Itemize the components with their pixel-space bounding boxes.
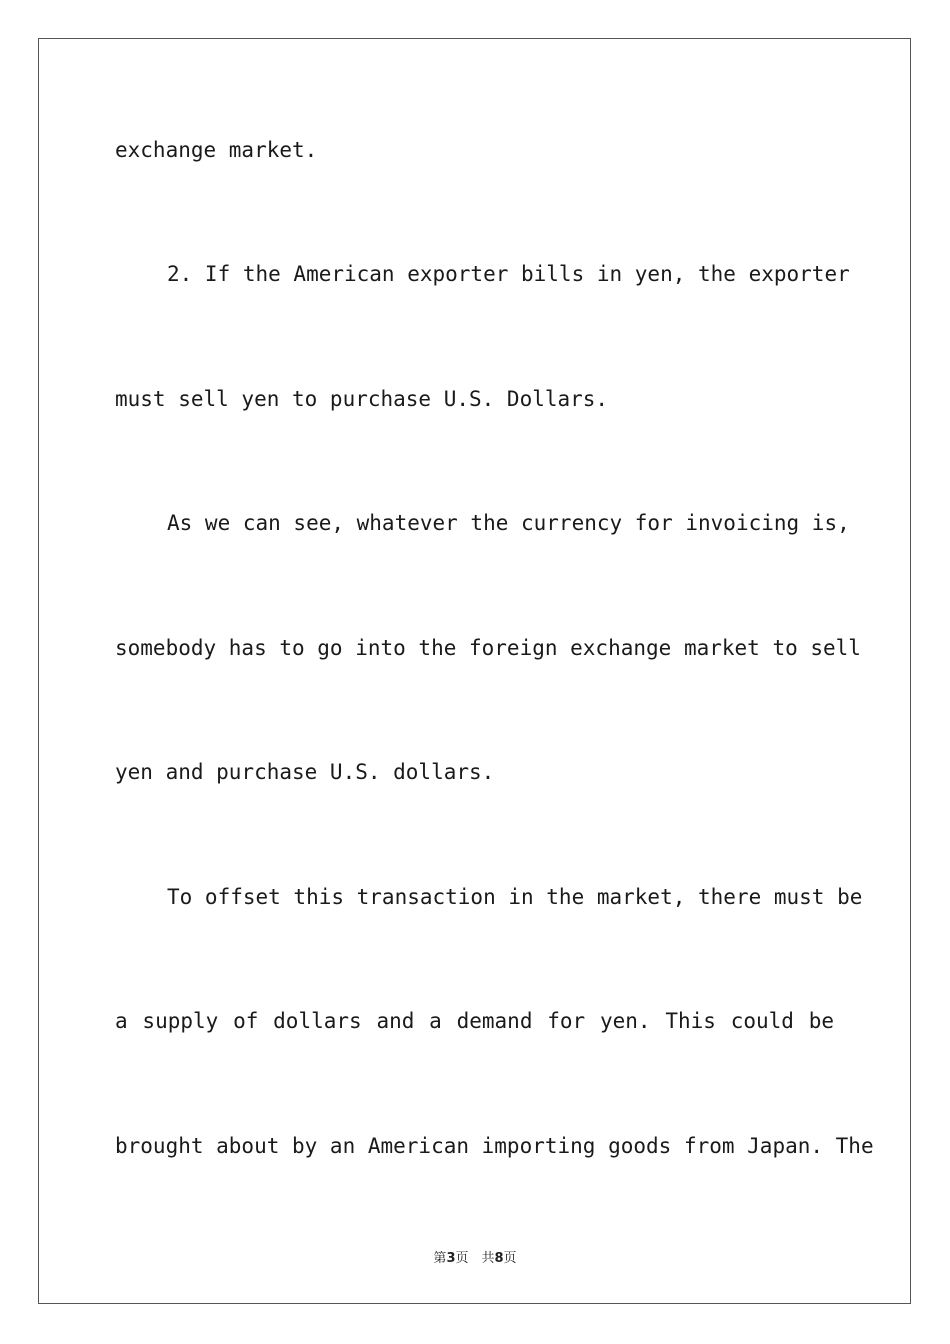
footer-suffix: 页: [503, 1251, 517, 1266]
text-line-5: somebody has to go into the foreign exchange market to sell: [115, 636, 861, 660]
footer-total-pages: 8: [494, 1251, 504, 1266]
page-frame: [38, 38, 911, 1304]
footer-mid: 页 共: [455, 1251, 495, 1266]
page-number-footer: [0, 1247, 950, 1266]
text-line-2: 2. If the American exporter bills in yen, the exporter: [167, 262, 850, 286]
text-line-6: yen and purchase U.S. dollars.: [115, 760, 495, 784]
text-line-8: a supply of dollars and a demand for yen. This could be: [115, 1009, 834, 1033]
footer-current-page: 3: [446, 1251, 456, 1266]
text-line-9: brought about by an American importing goods from Japan. The: [115, 1134, 874, 1158]
text-line-7: To offset this transaction in the market, there must be: [167, 885, 863, 909]
text-line-3: must sell yen to purchase U.S. Dollars.: [115, 387, 609, 411]
text-line-1: exchange market.: [115, 138, 318, 162]
footer-prefix: 第: [433, 1251, 447, 1266]
text-line-4: As we can see, whatever the currency for invoicing is,: [167, 511, 850, 535]
